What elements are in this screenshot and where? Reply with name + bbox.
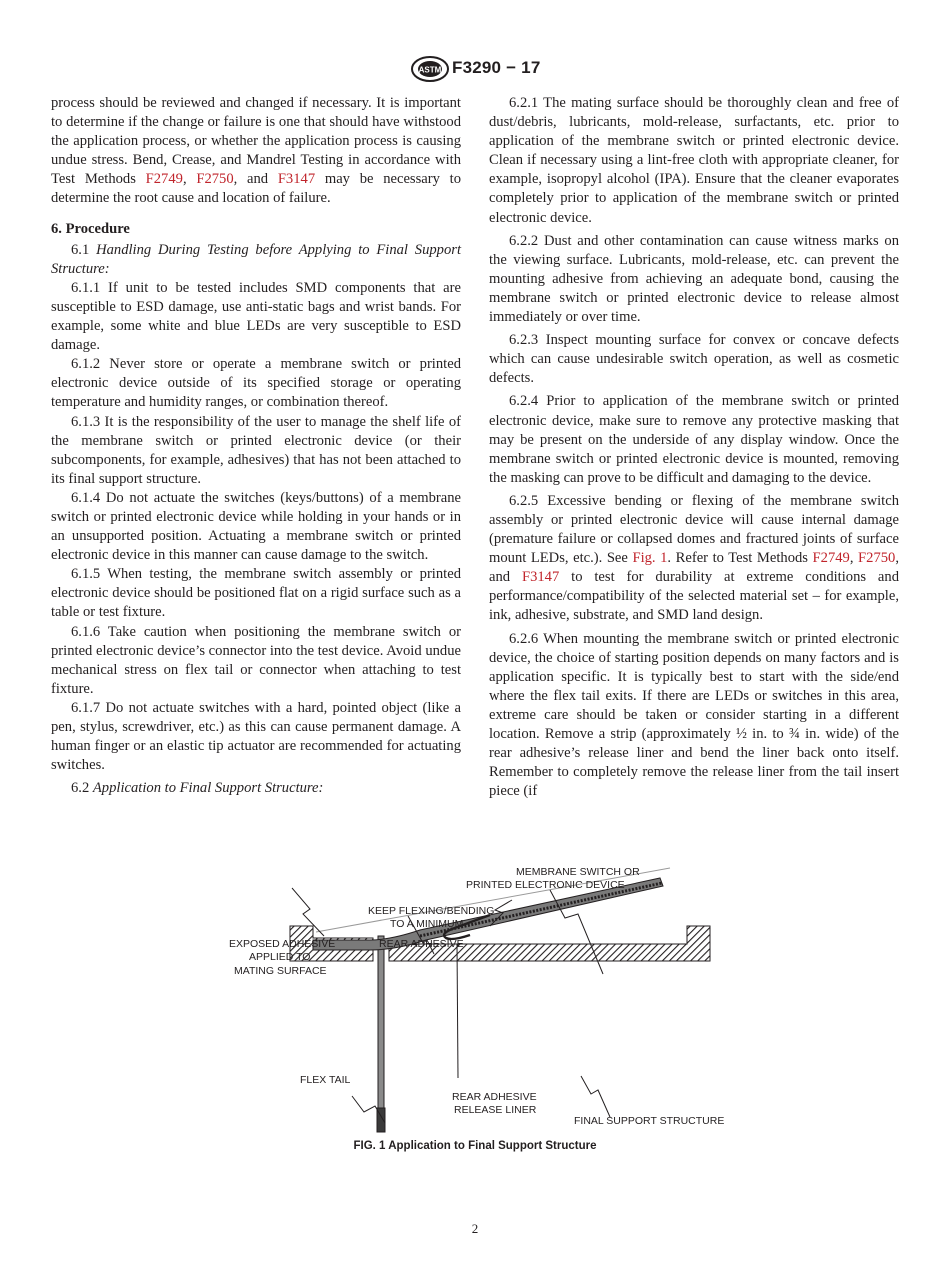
label-membrane-switch-2: PRINTED ELECTRONIC DEVICE xyxy=(466,879,625,891)
paragraph-continued: process should be reviewed and changed if necessary. It is important to determine if the change or failure is one that should have withstood the application process, or whether the application process is causing undue stress. Bend, Crease, and Mandrel Testing in accordance with Test Methods F2749, F2750, and F3147 may be necessary to determine the root cause and location of failure. xyxy=(51,95,461,207)
link-f2750[interactable]: F2750 xyxy=(196,171,234,188)
link-f2749[interactable]: F2749 xyxy=(145,171,183,188)
paragraph-6-1-7: 6.1.7 Do not actuate switches with a hard, pointed object (like a pen, stylus, screwdriver, etc.) as this can cause permanent damage. A human finger or an elastic tip actuator are recommended for actuating switches. xyxy=(51,699,461,774)
paragraph-6-1-6: 6.1.6 Take caution when positioning the membrane switch or printed electronic device’s connector into the test device. Avoid undue mechanical stress on flex tail or connector when attaching to test fixture. xyxy=(51,623,461,697)
paragraph-6-1-1: 6.1.1 If unit to be tested includes SMD components that are susceptible to ESD damage, use anti-static bags and wrist bands. For example, some white and blue LEDs are very susceptible to ESD damage. xyxy=(51,279,461,354)
link-f3147[interactable]: F3147 xyxy=(277,171,316,188)
label-release-liner-2: RELEASE LINER xyxy=(454,1104,537,1116)
paragraph-6-1-5: 6.1.5 When testing, the membrane switch assembly or printed electronic device should be positioned flat on a rigid surface such as a table or test fixture. xyxy=(51,566,461,621)
label-final-support-structure: FINAL SUPPORT STRUCTURE xyxy=(574,1115,725,1127)
paragraph-6-2-1: 6.2.1 The mating surface should be thoroughly clean and free of dust/debris, lubricants, mold-release, surfactants, etc. prior to application of the membrane switch or printed electronic device. Clean if necessary using a lint-free cloth with appropriate cleaner, for example, isopropyl alcohol (IPA). Ensure that the cleaner evaporates completely prior to application of the membrane switch or printed electronic device. xyxy=(489,95,899,226)
link-f2750[interactable]: F2750 xyxy=(858,550,896,567)
paragraph-6-2-2: 6.2.2 Dust and other contamination can cause witness marks on the viewing surface. Lubricants, mold-release, etc. can prevent the mounting adhesive from achieving an adequate bond, causing the membrane switch or printed electronic device to release almost immediately or over time. xyxy=(489,232,899,326)
page-header xyxy=(0,56,950,84)
right-column xyxy=(489,94,899,801)
paragraph-6-2-4: 6.2.4 Prior to application of the membrane switch or printed electronic device, make sure to remove any protective masking that may be present on the underside of any display window. Once the membrane switch or printed electronic device is mounted, removing the masking can prove to be difficult and damaging to the device. xyxy=(489,393,899,486)
label-exposed-adhesive-1: EXPOSED ADHESIVE xyxy=(229,938,336,950)
paragraph-6-2: 6.2 Application to Final Support Structure: xyxy=(71,780,324,797)
astm-logo-icon xyxy=(410,56,450,82)
label-keep-flexing-1: KEEP FLEXING/BENDING xyxy=(368,905,495,917)
paragraph-6-1-3: 6.1.3 It is the responsibility of the user to manage the shelf life of the membrane switch or printed electronic device (or their subcomponents, for example, adhesives) that has not been attached to its final support structure. xyxy=(51,413,461,487)
label-rear-adhesive: REAR ADHESIVE xyxy=(379,938,464,950)
label-keep-flexing-2: TO A MINIMUM xyxy=(390,918,464,930)
link-f2749[interactable]: F2749 xyxy=(812,550,850,567)
paragraph-6-2-6: 6.2.6 When mounting the membrane switch or printed electronic device, the choice of starting position depends on many factors and is application specific. It is typically best to start with the side/end where the flex tail exits. If there are LEDs or switches in this area, extreme care should be taken or consider starting in a different location. Remove a strip (approximately ½ in. to ¾ in. wide) of the rear adhesive’s release liner and bend the liner back onto itself. Remember to completely remove the release liner from the tail insert piece (if xyxy=(489,630,899,800)
label-exposed-adhesive-2: APPLIED TO xyxy=(249,951,311,963)
label-release-liner-1: REAR ADHESIVE xyxy=(452,1091,537,1103)
label-exposed-adhesive-3: MATING SURFACE xyxy=(234,965,327,977)
section-heading-procedure: 6. Procedure xyxy=(51,220,130,237)
document-number: F3290 − 17 xyxy=(452,58,541,77)
svg-text:ASTM: ASTM xyxy=(418,65,442,75)
page-number: 2 xyxy=(471,1221,479,1236)
link-f3147[interactable]: F3147 xyxy=(521,569,560,586)
figure-1-diagram xyxy=(220,858,730,1140)
label-membrane-switch-1: MEMBRANE SWITCH OR xyxy=(516,866,640,878)
figure-caption: FIG. 1 Application to Final Support Structure xyxy=(353,1140,597,1152)
paragraph-6-2-5: 6.2.5 Excessive bending or flexing of the membrane switch assembly or printed electronic device will cause internal damage (premature failure or collapsed domes and fractured joints of surface mount LEDs, etc.). See Fig. 1. Refer to Test Methods F2749, F2750, and F3147 to test for durability at extreme conditions and performance/compatibility of the selected material set – for example, ink, adhesive, substrate, and SMD land design. xyxy=(489,492,900,624)
flex-tail xyxy=(377,936,385,1132)
link-fig-1[interactable]: Fig. 1 xyxy=(632,550,668,567)
label-flex-tail: FLEX TAIL xyxy=(300,1074,351,1086)
paragraph-6-1: 6.1 Handling During Testing before Applying to Final Support Structure: xyxy=(51,241,462,277)
paragraph-6-1-2: 6.1.2 Never store or operate a membrane switch or printed electronic device outside of its specified storage or operating temperature and humidity ranges, or combination thereof. xyxy=(51,356,461,411)
figure-1 xyxy=(220,858,730,1140)
paragraph-6-2-3: 6.2.3 Inspect mounting surface for convex or concave defects which can cause undesirable switch operation, as well as cosmetic defects. xyxy=(489,332,899,387)
paragraph-6-1-4: 6.1.4 Do not actuate the switches (keys/buttons) of a membrane switch or printed electronic device while holding in your hands or in an unsupported position. Actuating a membrane switch or printed electronic device in this manner can cause damage to the switch. xyxy=(51,489,461,564)
left-column xyxy=(51,94,461,798)
